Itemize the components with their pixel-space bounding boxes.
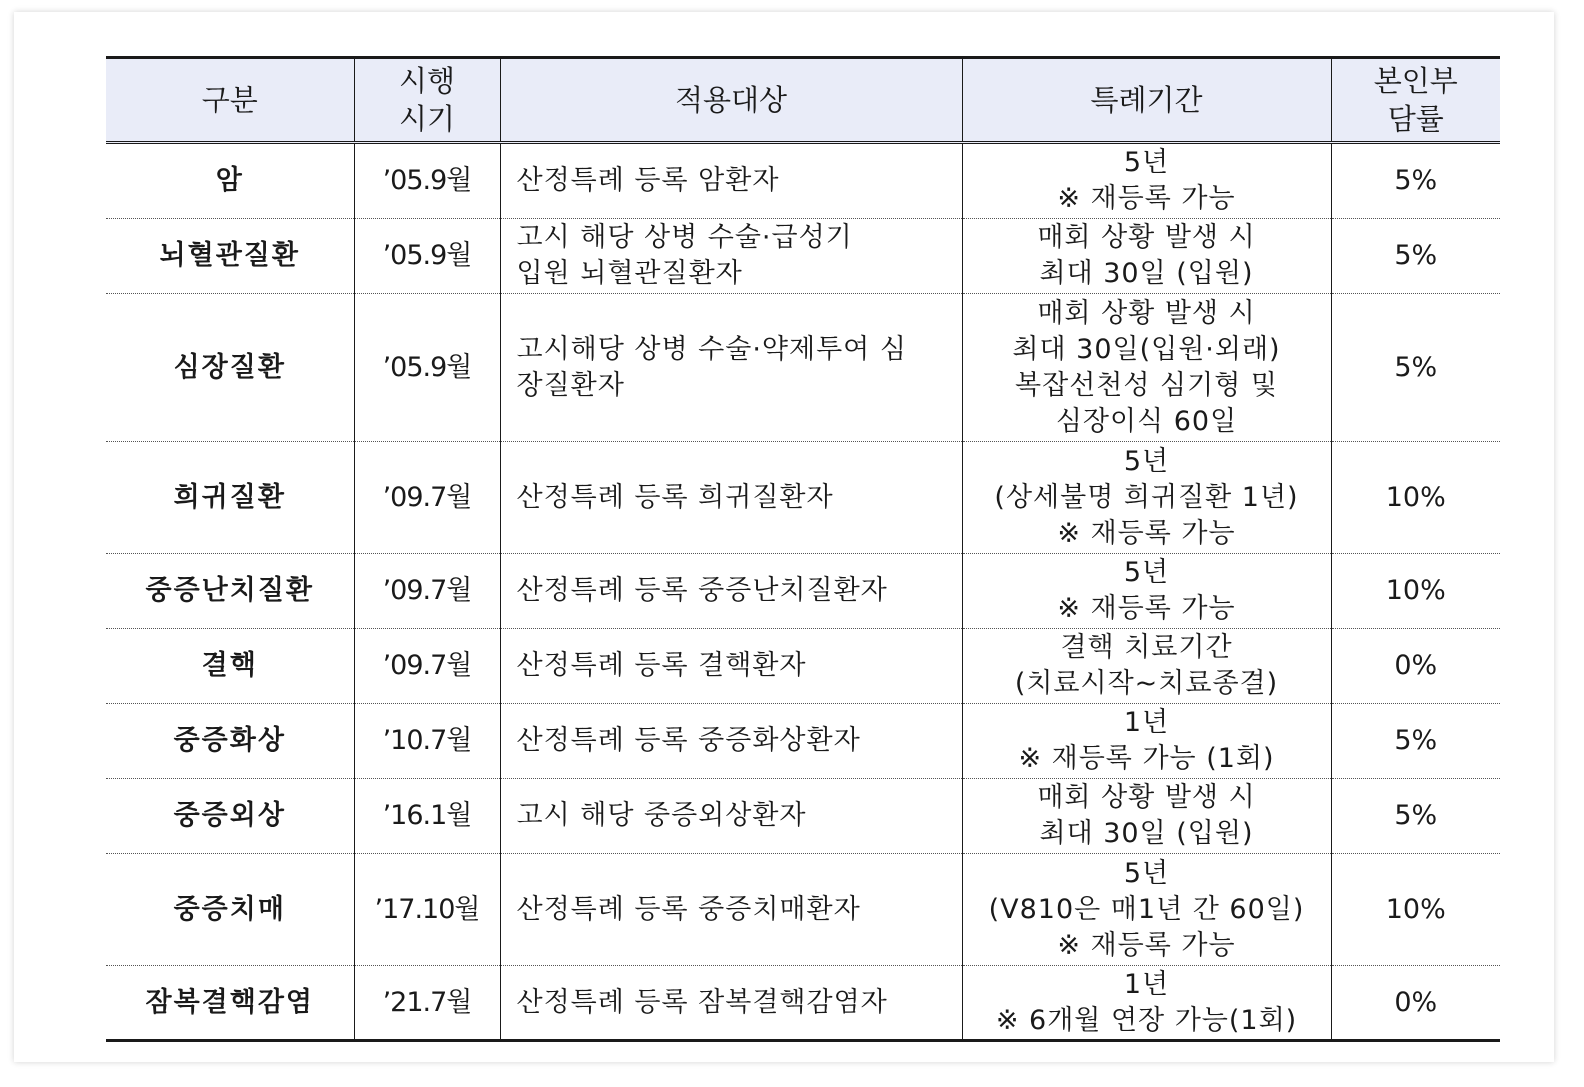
date-cell: ’05.9월 (354, 294, 500, 442)
table-row (106, 779, 1500, 854)
period-cell: 5년 ※ 재등록 가능 (962, 554, 1331, 629)
table-row (106, 629, 1500, 704)
date-cell: ’09.7월 (354, 629, 500, 704)
date-cell: ’09.7월 (354, 442, 500, 554)
special-case-table (106, 56, 1500, 1042)
period-cell: 매회 상황 발생 시 최대 30일 (입원) (962, 219, 1331, 294)
period-cell: 1년 ※ 6개월 연장 가능(1회) (962, 966, 1331, 1041)
rate-cell: 0% (1331, 629, 1500, 704)
date-cell: ’10.7월 (354, 704, 500, 779)
period-cell: 5년 (V810은 매1년 간 60일) ※ 재등록 가능 (962, 854, 1331, 966)
target-cell: 고시 해당 중증외상환자 (500, 779, 962, 854)
category-cell: 암 (106, 143, 354, 219)
period-cell: 5년 (상세불명 희귀질환 1년) ※ 재등록 가능 (962, 442, 1331, 554)
rate-cell: 0% (1331, 966, 1500, 1041)
table-row (106, 143, 1500, 219)
table-row (106, 554, 1500, 629)
period-cell: 1년 ※ 재등록 가능 (1회) (962, 704, 1331, 779)
period-cell: 매회 상황 발생 시 최대 30일 (입원) (962, 779, 1331, 854)
date-cell: ’17.10월 (354, 854, 500, 966)
rate-cell: 10% (1331, 554, 1500, 629)
rate-cell: 5% (1331, 779, 1500, 854)
date-cell: ’05.9월 (354, 143, 500, 219)
date-cell: ’09.7월 (354, 554, 500, 629)
rate-cell: 10% (1331, 854, 1500, 966)
target-cell: 산정특례 등록 희귀질환자 (500, 442, 962, 554)
header-period: 특례기간 (962, 58, 1331, 143)
category-cell: 중증치매 (106, 854, 354, 966)
table-row (106, 219, 1500, 294)
period-cell: 5년 ※ 재등록 가능 (962, 143, 1331, 219)
date-cell: ’21.7월 (354, 966, 500, 1041)
header-target: 적용대상 (500, 58, 962, 143)
category-cell: 중증난치질환 (106, 554, 354, 629)
target-cell: 산정특례 등록 중증치매환자 (500, 854, 962, 966)
table-row (106, 854, 1500, 966)
period-cell: 결핵 치료기간 (치료시작~치료종결) (962, 629, 1331, 704)
target-cell: 산정특례 등록 중증화상환자 (500, 704, 962, 779)
rate-cell: 5% (1331, 143, 1500, 219)
date-cell: ’05.9월 (354, 219, 500, 294)
header-category: 구분 (106, 58, 354, 143)
date-cell: ’16.1월 (354, 779, 500, 854)
rate-cell: 10% (1331, 442, 1500, 554)
target-cell: 산정특례 등록 결핵환자 (500, 629, 962, 704)
table-header-row (106, 58, 1500, 143)
document-frame (14, 12, 1554, 1062)
rate-cell: 5% (1331, 294, 1500, 442)
target-cell: 산정특례 등록 암환자 (500, 143, 962, 219)
target-cell: 산정특례 등록 잠복결핵감염자 (500, 966, 962, 1041)
table-row (106, 294, 1500, 442)
target-cell: 고시해당 상병 수술·약제투여 심 장질환자 (500, 294, 962, 442)
rate-cell: 5% (1331, 219, 1500, 294)
category-cell: 중증외상 (106, 779, 354, 854)
header-date: 시행 시기 (354, 58, 500, 143)
category-cell: 뇌혈관질환 (106, 219, 354, 294)
header-rate: 본인부 담률 (1331, 58, 1500, 143)
target-cell: 고시 해당 상병 수술·급성기 입원 뇌혈관질환자 (500, 219, 962, 294)
category-cell: 중증화상 (106, 704, 354, 779)
table-row (106, 704, 1500, 779)
category-cell: 심장질환 (106, 294, 354, 442)
period-cell: 매회 상황 발생 시 최대 30일(입원·외래) 복잡선천성 심기형 및 심장이식 60일 (962, 294, 1331, 442)
category-cell: 결핵 (106, 629, 354, 704)
table-row (106, 442, 1500, 554)
rate-cell: 5% (1331, 704, 1500, 779)
category-cell: 잠복결핵감염 (106, 966, 354, 1041)
category-cell: 희귀질환 (106, 442, 354, 554)
target-cell: 산정특례 등록 중증난치질환자 (500, 554, 962, 629)
table-row (106, 966, 1500, 1041)
